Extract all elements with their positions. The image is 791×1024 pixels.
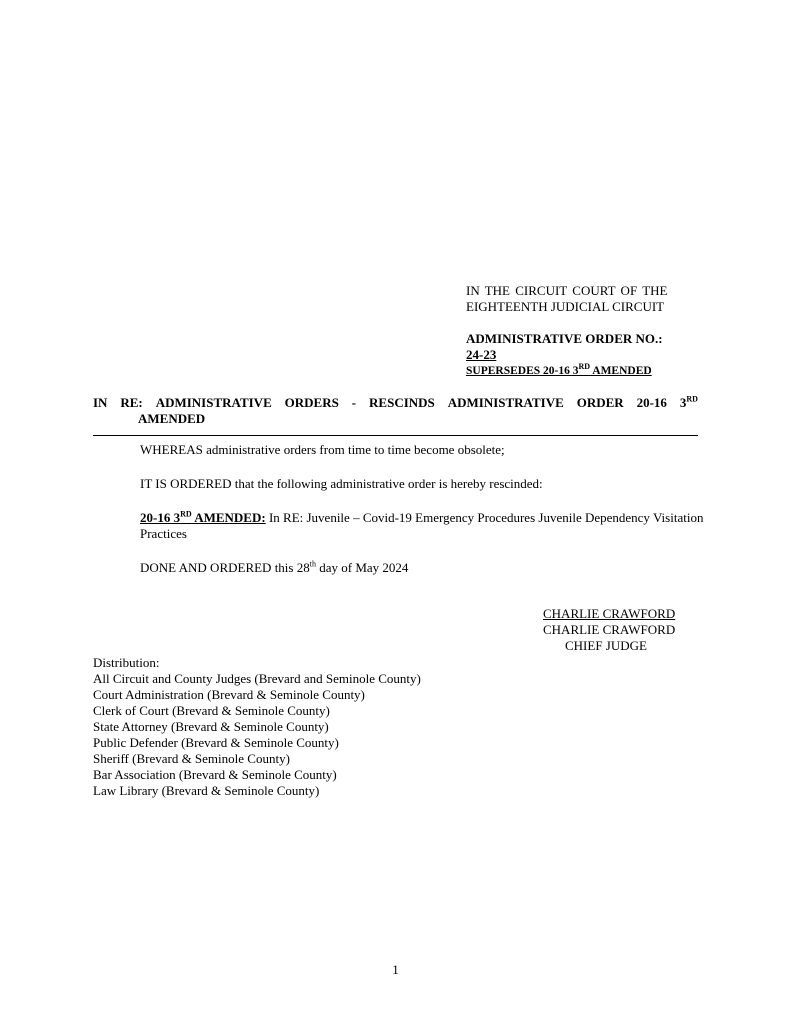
in-re-line1: IN RE: ADMINISTRATIVE ORDERS - RESCINDS ADMINISTRATIVE ORDER 20-16 3RD: [93, 394, 698, 410]
title-divider: [93, 435, 698, 436]
supersedes-line: SUPERSEDES 20-16 3RD AMENDED: [466, 362, 652, 377]
distribution-item: Public Defender (Brevard & Seminole County): [93, 735, 339, 750]
distribution-item: Court Administration (Brevard & Seminole County): [93, 687, 365, 702]
page-number: 1: [392, 962, 399, 977]
distribution-item: Sheriff (Brevard & Seminole County): [93, 751, 290, 766]
in-re-title: [93, 395, 698, 427]
signature-block: [543, 606, 713, 654]
court-name-line1: IN THE CIRCUIT COURT OF THE: [466, 283, 668, 298]
distribution-item: Bar Association (Brevard & Seminole County): [93, 767, 337, 782]
signed-name: CHARLIE CRAWFORD: [543, 606, 676, 621]
done-and-ordered: DONE AND ORDERED this 28th day of May 2024: [140, 559, 409, 575]
distribution-heading: Distribution:: [93, 655, 160, 670]
distribution-item: Clerk of Court (Brevard & Seminole County): [93, 703, 330, 718]
whereas-paragraph: WHEREAS administrative orders from time to time become obsolete;: [140, 442, 505, 457]
order-number: 24-23: [466, 347, 497, 362]
in-re-line2: AMENDED: [138, 411, 206, 426]
judge-title: CHIEF JUDGE: [565, 638, 647, 653]
court-name-line2: EIGHTEENTH JUDICIAL CIRCUIT: [466, 299, 665, 314]
distribution-item: All Circuit and County Judges (Brevard and Seminole County): [93, 671, 421, 686]
header-spacer: [466, 315, 706, 331]
court-header: [466, 283, 706, 379]
distribution-item: State Attorney (Brevard & Seminole County): [93, 719, 329, 734]
distribution-list: [93, 655, 421, 799]
rescinded-order-item: 20-16 3RD AMENDED: In RE: Juvenile – Covid-19 Emergency Procedures Juvenile Dependency Visitation Practices: [140, 509, 704, 541]
printed-name: CHARLIE CRAWFORD: [543, 622, 676, 637]
order-label: ADMINISTRATIVE ORDER NO.:: [466, 331, 663, 346]
ordered-paragraph: IT IS ORDERED that the following administrative order is hereby rescinded:: [140, 476, 543, 491]
distribution-item: Law Library (Brevard & Seminole County): [93, 783, 320, 798]
